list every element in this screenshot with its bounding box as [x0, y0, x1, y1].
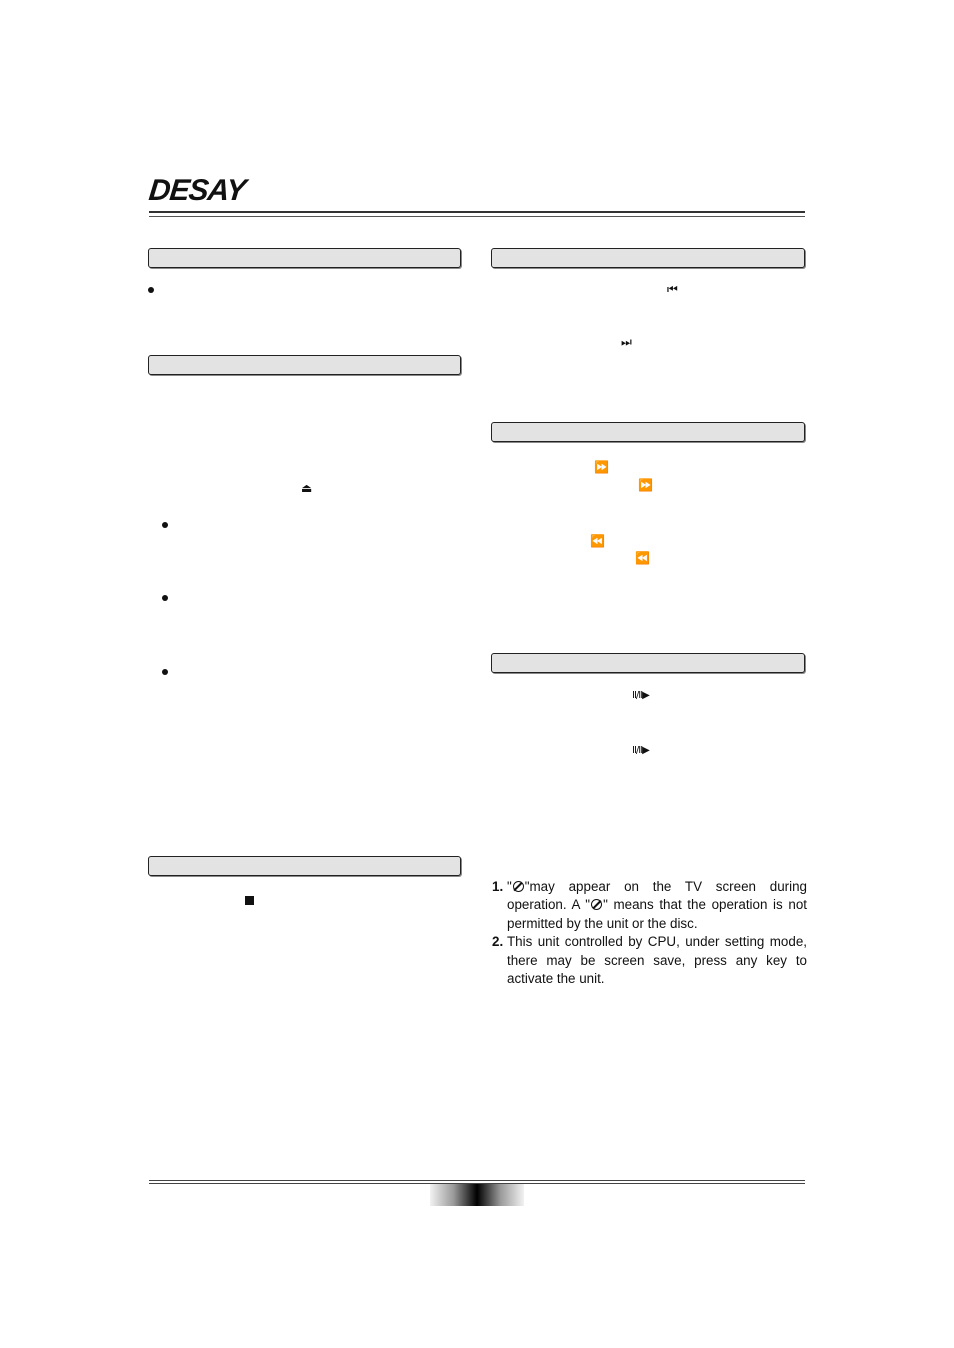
note-number: 1. — [492, 879, 504, 894]
fast-forward-icon: ⏩ — [594, 460, 609, 474]
note-item — [492, 878, 807, 933]
section-bar-left-1 — [148, 248, 461, 268]
notes-list — [492, 878, 807, 988]
section-bar-right-1 — [491, 248, 805, 268]
note-number: 2. — [492, 934, 504, 950]
skip-previous-icon: ⏮ — [667, 282, 678, 296]
section-bar-right-3 — [491, 653, 805, 673]
skip-next-icon: ⏭ — [621, 335, 632, 349]
header-rule — [149, 211, 805, 217]
rewind-icon: ⏪ — [590, 534, 605, 548]
brand-logo: DESAY — [147, 174, 247, 207]
stop-icon — [245, 896, 254, 905]
eject-icon: ⏏ — [301, 481, 313, 495]
bullet-point — [162, 595, 168, 601]
prohibited-icon — [591, 899, 602, 910]
pause-step-icon: II/II▶ — [632, 745, 649, 756]
bullet-point — [162, 522, 168, 528]
pause-step-icon: II/II▶ — [632, 690, 649, 701]
rewind-icon: ⏪ — [635, 551, 650, 565]
section-bar-left-2 — [148, 355, 461, 375]
section-bar-left-3 — [148, 856, 461, 876]
bullet-point — [162, 669, 168, 675]
prohibited-icon — [513, 881, 524, 892]
note-text: This unit controlled by CPU, under setting mode, there may be screen save, press any key to activate the unit. — [507, 934, 807, 987]
section-bar-right-2 — [491, 422, 805, 442]
note-text: " "may appear on the TV screen during operation. A " " means that the operation is not permitted by the unit or the disc. — [507, 879, 807, 931]
note-item — [492, 933, 807, 988]
bullet-point — [148, 287, 154, 293]
fast-forward-icon: ⏩ — [638, 478, 653, 492]
page-number-tab — [430, 1184, 524, 1206]
